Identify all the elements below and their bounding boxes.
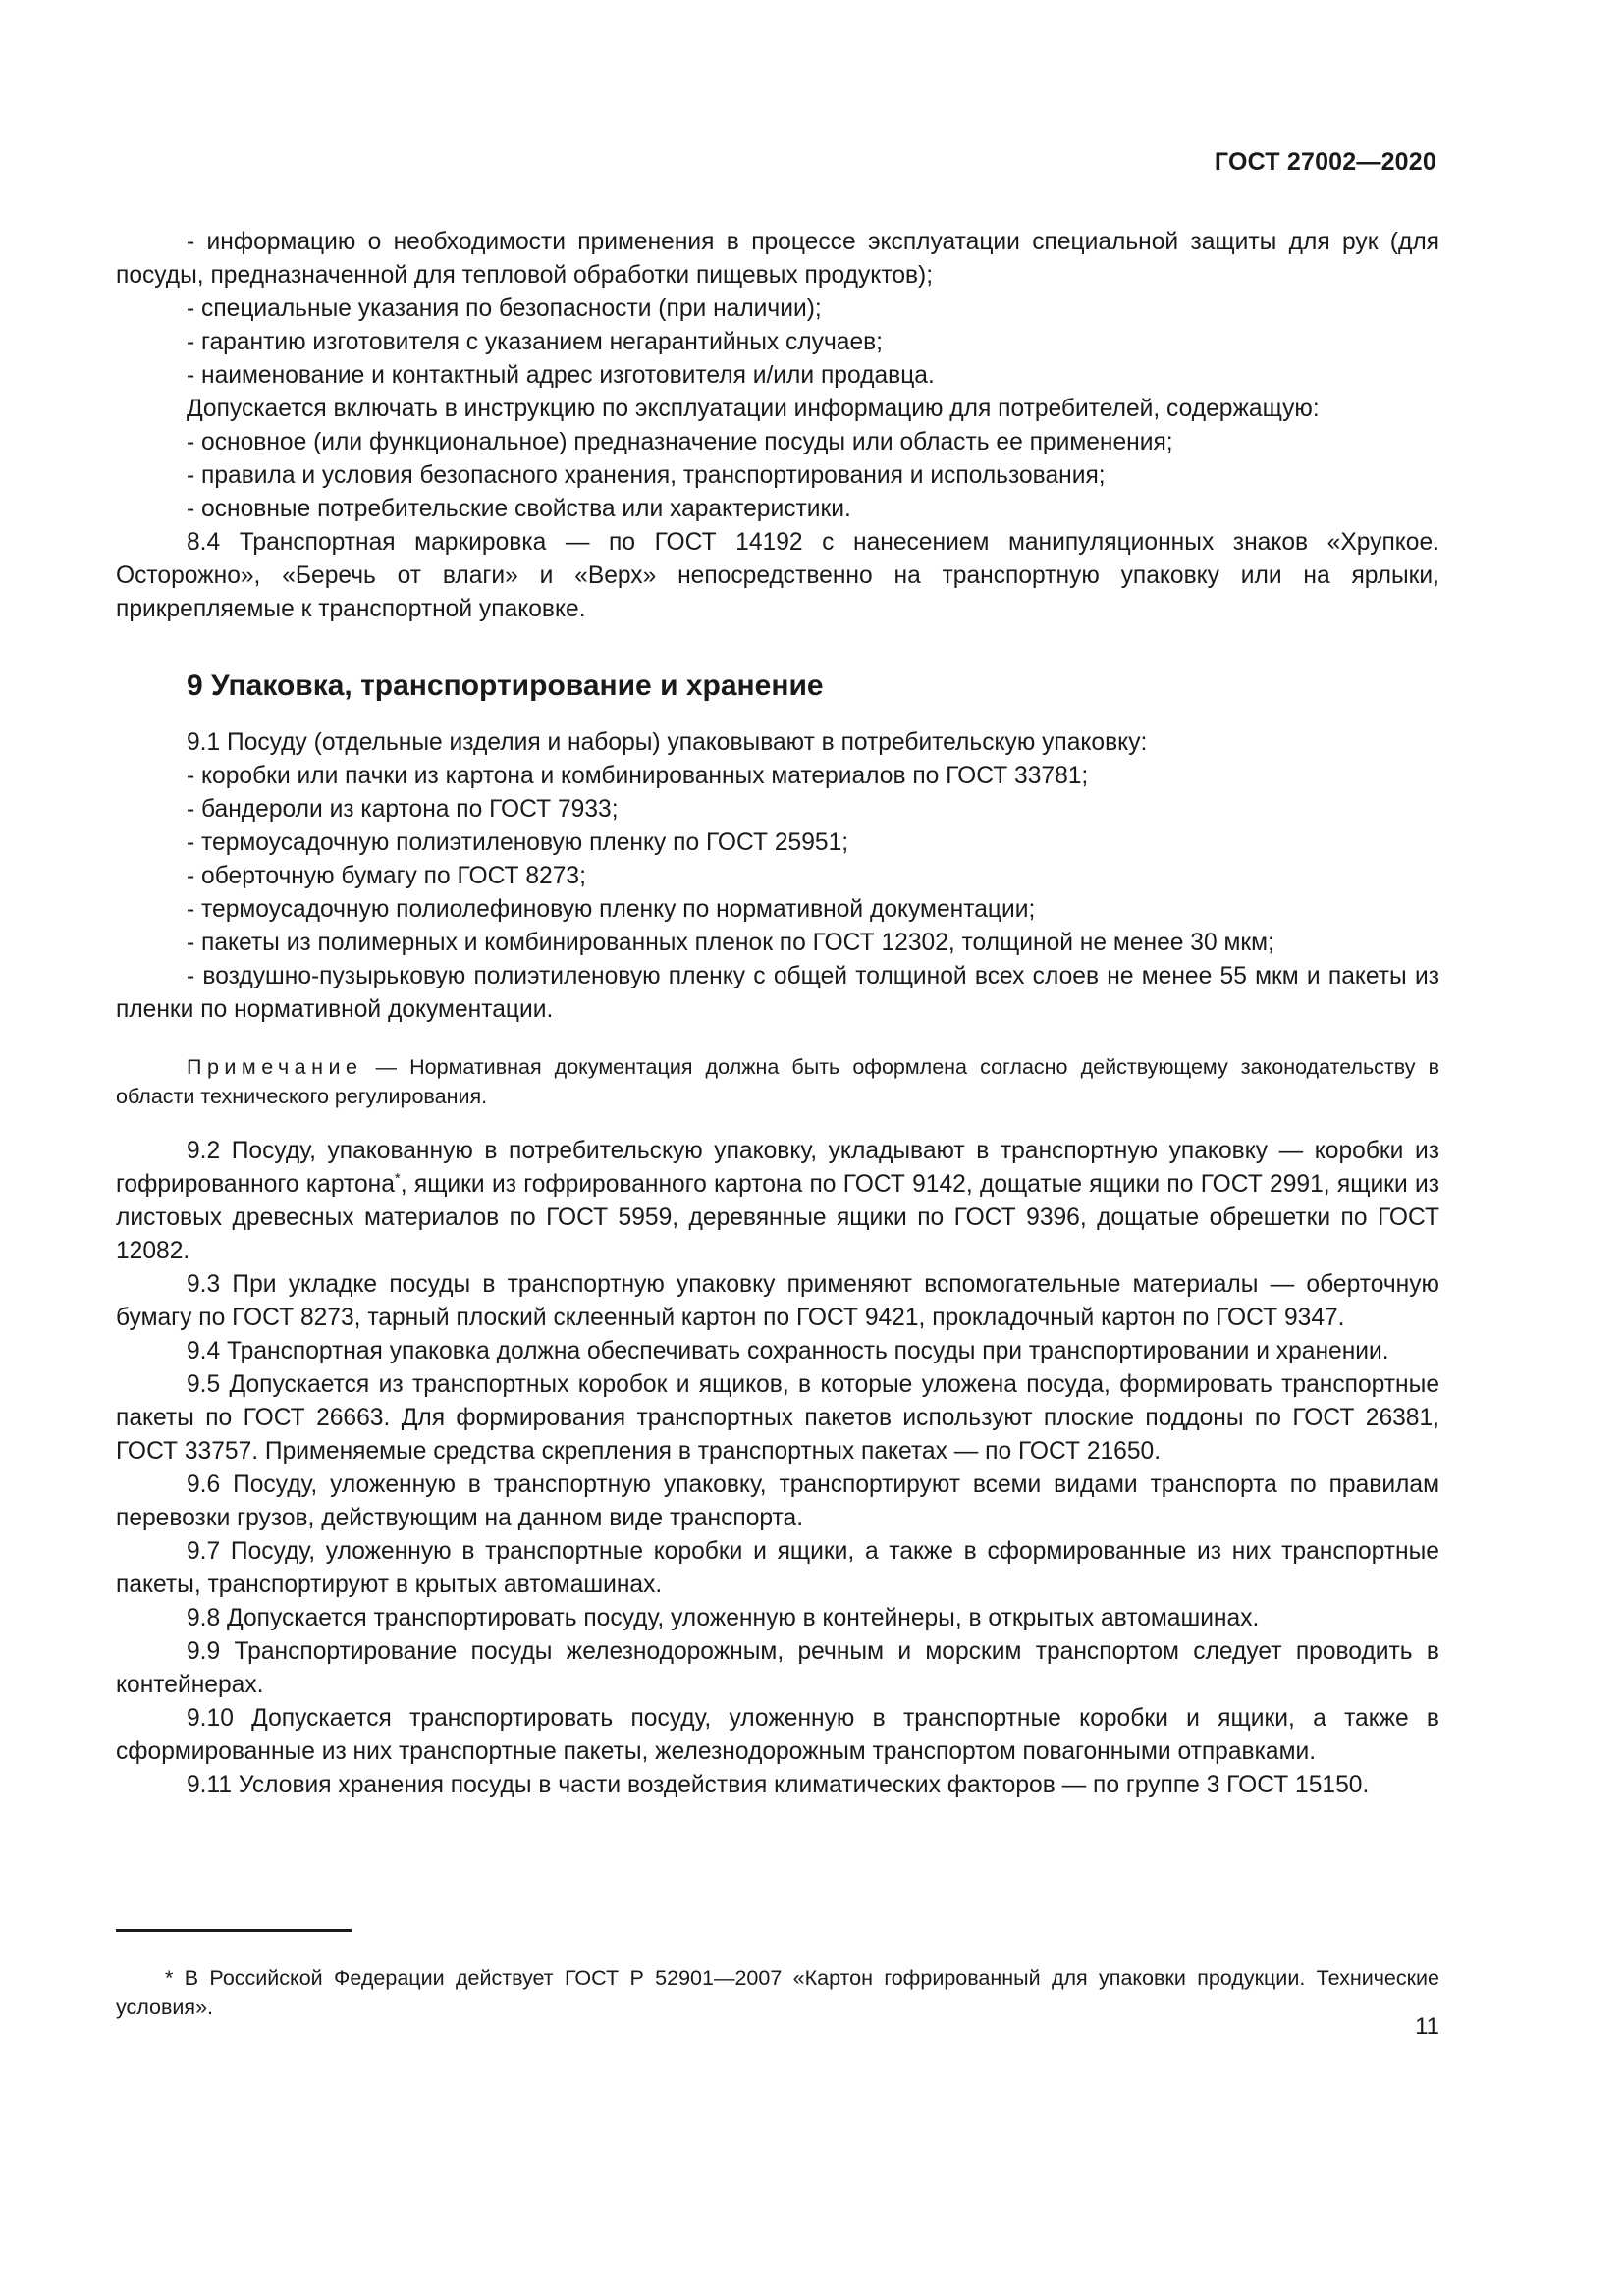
- page-number: 11: [1415, 2013, 1439, 2040]
- clause-8-4: 8.4 Транспортная маркировка — по ГОСТ 14192 с нанесением манипуляционных знаков «Хрупкое. Осторожно», «Беречь от влаги» и «Верх» непосредственно на транспортную упаковку или на ярлыки, прикрепляемые к транспортной упаковке.: [116, 529, 1439, 622]
- section-title: 9 Упаковка, транспортирование и хранение: [187, 669, 824, 702]
- list-item: - бандероли из картона по ГОСТ 7933;: [187, 796, 619, 823]
- list-item: - правила и условия безопасного хранения, транспортирования и использования;: [187, 462, 1106, 489]
- clause-9-7: 9.7 Посуду, уложенную в транспортные коробки и ящики, а также в сформированные из них транспортные пакеты, транспортируют в крытых автомашинах.: [116, 1538, 1439, 1598]
- list-item: - термоусадочную полиолефиновую пленку по нормативной документации;: [187, 896, 1036, 923]
- clause-9-10: 9.10 Допускается транспортировать посуду, уложенную в транспортные коробки и ящики, а также в сформированные из них транспортные пакеты, железнодорожным транспортом повагонными отправками.: [116, 1705, 1439, 1765]
- list-item: - гарантию изготовителя с указанием негарантийных случаев;: [187, 329, 884, 355]
- note-text: — Нормативная документация должна быть оформлена согласно действующему законодательству в области технического регулирования.: [116, 1055, 1439, 1108]
- footnote: [116, 1963, 1439, 2022]
- clause-9-1: 9.1 Посуду (отдельные изделия и наборы) упаковывают в потребительскую упаковку:: [187, 729, 1148, 756]
- list-item: - основные потребительские свойства или характеристики.: [187, 496, 851, 522]
- list-item: - термоусадочную полиэтиленовую пленку по ГОСТ 25951;: [187, 829, 849, 856]
- list-item: - коробки или пачки из картона и комбинированных материалов по ГОСТ 33781;: [187, 763, 1089, 789]
- clause-9-11: 9.11 Условия хранения посуды в части воздействия климатических факторов — по группе 3 ГОСТ 15150.: [187, 1772, 1370, 1798]
- note: [116, 1052, 1439, 1111]
- clause-9-2: [116, 1135, 1439, 1268]
- list-item: - оберточную бумагу по ГОСТ 8273;: [187, 863, 586, 889]
- list-item: - наименование и контактный адрес изготовителя и/или продавца.: [187, 362, 935, 389]
- list-item: - информацию о необходимости применения в процессе эксплуатации специальной защиты для рук (для посуды, предназначенной для тепловой обработки пищевых продуктов);: [116, 229, 1439, 289]
- footnote-marker: *: [165, 1965, 174, 1990]
- footnote-text: В Российской Федерации действует ГОСТ Р 52901—2007 «Картон гофрированный для упаковки продукции. Технические условия».: [116, 1965, 1439, 2019]
- clause-9-4: 9.4 Транспортная упаковка должна обеспечивать сохранность посуды при транспортировании и хранении.: [187, 1338, 1389, 1364]
- clause-9-9: 9.9 Транспортирование посуды железнодорожным, речным и морским транспортом следует проводить в контейнерах.: [116, 1638, 1439, 1698]
- paragraph-allowed-info: Допускается включать в инструкцию по эксплуатации информацию для потребителей, содержащую:: [187, 396, 1320, 422]
- note-label: Примечание: [187, 1055, 363, 1079]
- clause-9-5: 9.5 Допускается из транспортных коробок и ящиков, в которые уложена посуда, формировать транспортные пакеты по ГОСТ 26663. Для формирования транспортных пакетов используют плоские поддоны по ГОСТ 26381, ГОСТ 33757. Применяемые средства скрепления в транспортных пакетах — по ГОСТ 21650.: [116, 1371, 1439, 1465]
- clause-9-3: 9.3 При укладке посуды в транспортную упаковку применяют вспомогательные материалы — оберточную бумагу по ГОСТ 8273, тарный плоский склеенный картон по ГОСТ 9421, прокладочный картон по ГОСТ 9347.: [116, 1271, 1439, 1331]
- list-item: - основное (или функциональное) предназначение посуды или область ее применения;: [187, 429, 1173, 455]
- footnote-divider: [116, 1929, 352, 1932]
- document-code: ГОСТ 27002—2020: [1214, 148, 1436, 176]
- list-item: - специальные указания по безопасности (при наличии);: [187, 295, 822, 322]
- clause-9-2-text-a: 9.2 Посуду, упакованную в потребительскую упаковку, укладывают в транспортную упаковку — коробки из гофрированного картона: [116, 1138, 1439, 1198]
- page-body: [116, 226, 1439, 1802]
- clause-9-8: 9.8 Допускается транспортировать посуду, уложенную в контейнеры, в открытых автомашинах.: [187, 1605, 1260, 1631]
- clause-9-6: 9.6 Посуду, уложенную в транспортную упаковку, транспортируют всеми видами транспорта по правилам перевозки грузов, действующим на данном виде транспорта.: [116, 1471, 1439, 1531]
- list-item: - пакеты из полимерных и комбинированных пленок по ГОСТ 12302, толщиной не менее 30 мкм;: [187, 930, 1274, 956]
- clause-9-2-text-b: , ящики из гофрированного картона по ГОСТ 9142, дощатые ящики по ГОСТ 2991, ящики из листовых древесных материалов по ГОСТ 5959, деревянные ящики по ГОСТ 9396, дощатые обрешетки по ГОСТ 12082.: [116, 1171, 1440, 1264]
- list-item: - воздушно-пузырьковую полиэтиленовую пленку с общей толщиной всех слоев не менее 55 мкм и пакеты из пленки по нормативной документации.: [116, 963, 1439, 1023]
- footnote-reference[interactable]: *: [394, 1169, 401, 1187]
